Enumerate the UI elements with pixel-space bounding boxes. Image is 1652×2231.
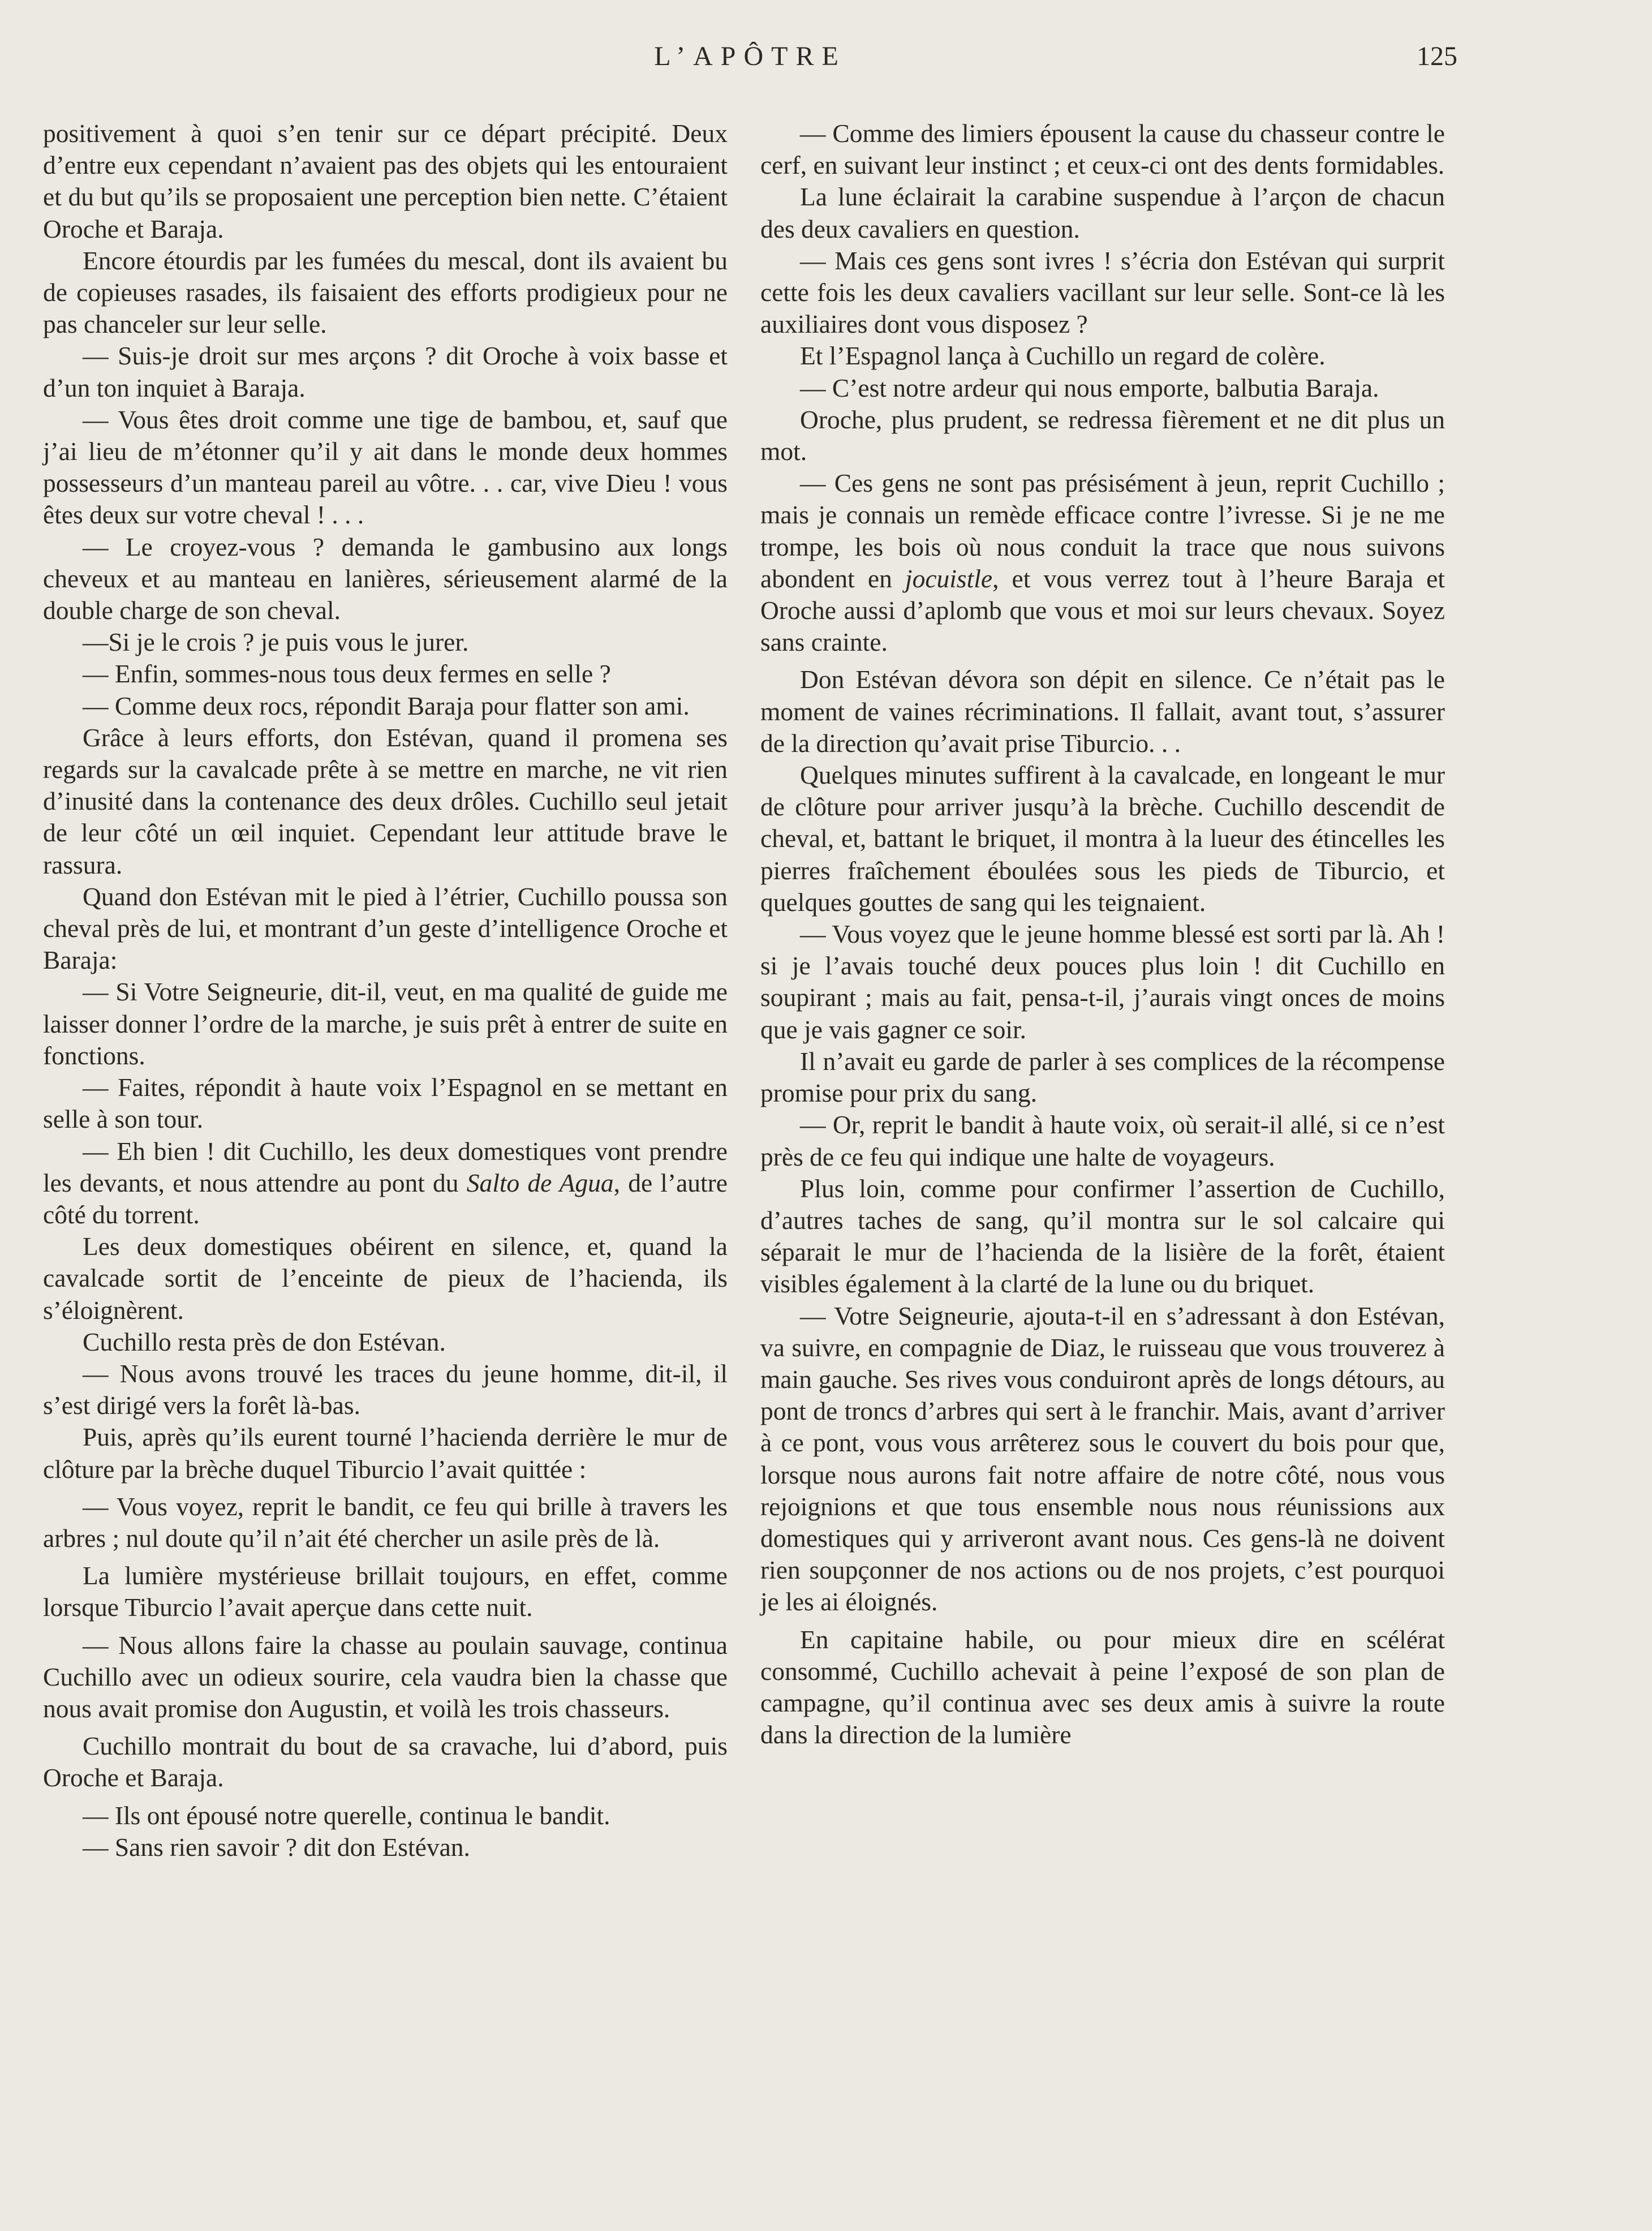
text-run: — Eh bien ! dit Cuchillo, les deux domestiques vont prendre les devants, et nous attendre au pont du bbox=[43, 1136, 728, 1197]
paragraph: Cuchillo resta près de don Estévan. bbox=[83, 1327, 446, 1356]
page-number: 125 bbox=[1417, 41, 1457, 71]
paragraph: Il n’avait eu garde de parler à ses complices de la récompense promise pour prix du sang. bbox=[760, 1046, 1445, 1108]
paragraph-with-italic bbox=[43, 1136, 728, 1231]
paragraph: — Comme deux rocs, répondit Baraja pour flatter son ami. bbox=[83, 691, 690, 720]
paragraph: — Votre Seigneurie, ajouta-t-il en s’adressant à don Estévan, va suivre, en compagnie de Diaz, le ruisseau que vous trouverez à main gauche. Ses rives vous conduiront après de longs détours, au pont de troncs d’arbres qui sert à le franchir. Mais, avant d’arriver à ce pont, vous vous arrêterez sous le couvert du bois pour que, lorsque nous aurons fait notre affaire de notre côté, nous vous rejoignions et que tous ensemble nous nous réunissions aux domestiques qui y arriveront avant nous. Ces gens-là ne doivent rien soupçonner de nos actions ou de nos projets, c’est pourquoi je les ai éloignés. bbox=[760, 1301, 1445, 1617]
italic-word: jocuistle bbox=[905, 564, 993, 593]
text-run: — Ces gens ne sont pas présisément à jeun, reprit Cuchillo ; mais je connais un remède efficace contre l’ivresse. Si je ne me trompe, les bois où nous conduit la trace que nous suivons abondent en bbox=[760, 468, 1445, 593]
page-header bbox=[43, 41, 1457, 86]
paragraph: Quand don Estévan mit le pied à l’étrier, Cuchillo poussa son cheval près de lui, et montrant d’un geste d’intelligence Oroche et Baraja: bbox=[43, 882, 728, 975]
right-column bbox=[760, 118, 1445, 1751]
paragraph: Puis, après qu’ils eurent tourné l’hacienda derrière le mur de clôture par la brèche duquel Tiburcio l’avait quittée : bbox=[43, 1422, 728, 1484]
paragraph: — Mais ces gens sont ivres ! s’écria don Estévan qui surprit cette fois les deux cavaliers vacillant sur leur selle. Sont-ce là les auxiliaires dont vous disposez ? bbox=[760, 246, 1445, 339]
paragraph: — Le croyez-vous ? demanda le gambusino aux longs cheveux et au manteau en lanières, sérieusement alarmé de la double charge de son cheval. bbox=[43, 532, 728, 625]
italic-place-name: Salto de Agua bbox=[466, 1168, 614, 1197]
paragraph: Et l’Espagnol lança à Cuchillo un regard de colère. bbox=[800, 341, 1326, 371]
paragraph: — Faites, répondit à haute voix l’Espagnol en se mettant en selle à son tour. bbox=[43, 1073, 728, 1134]
paragraph: —Si je le crois ? je puis vous le jurer. bbox=[83, 627, 469, 657]
paragraph: — Si Votre Seigneurie, dit-il, veut, en ma qualité de guide me laisser donner l’ordre de la marche, je suis prêt à entrer de suite en fonctions. bbox=[43, 977, 728, 1070]
paragraph: Les deux domestiques obéirent en silence, et, quand la cavalcade sortit de l’enceinte de pieux de l’hacienda, ils s’éloignèrent. bbox=[43, 1232, 728, 1325]
paragraph: — Nous avons trouvé les traces du jeune homme, dit-il, il s’est dirigé vers la forêt là-bas. bbox=[43, 1359, 728, 1420]
paragraph: — Enfin, sommes-nous tous deux fermes en selle ? bbox=[83, 659, 611, 689]
paragraph: — Or, reprit le bandit à haute voix, où serait-il allé, si ce n’est près de ce feu qui indique une halte de voyageurs. bbox=[760, 1110, 1445, 1171]
paragraph: — C’est notre ardeur qui nous emporte, balbutia Baraja. bbox=[800, 373, 1379, 402]
paragraph: — Comme des limiers épousent la cause du chasseur contre le cerf, en suivant leur instinct ; et ceux-ci ont des dents formidables. bbox=[760, 119, 1445, 180]
paragraph: — Suis-je droit sur mes arçons ? dit Oroche à voix basse et d’un ton inquiet à Baraja. bbox=[43, 341, 728, 402]
left-column bbox=[43, 118, 728, 1863]
paragraph: — Ils ont épousé notre querelle, continua le bandit. bbox=[83, 1800, 610, 1830]
paragraph: — Vous voyez, reprit le bandit, ce feu qui brille à travers les arbres ; nul doute qu’il n’ait été chercher un asile près de là. bbox=[43, 1491, 728, 1553]
text-run: , et vous verrez tout à l’heure Baraja et Oroche aussi d’aplomb que vous et moi sur leurs chevaux. Soyez sans crainte. bbox=[760, 564, 1445, 657]
paragraph: La lune éclairait la carabine suspendue à l’arçon de chacun des deux cavaliers en question. bbox=[760, 182, 1445, 243]
paragraph: — Vous voyez que le jeune homme blessé est sorti par là. Ah ! si je l’avais touché deux pouces plus loin ! dit Cuchillo en soupirant ; mais au fait, pensa-t-il, j’aurais vingt onces de moins que je vais gagner ce soir. bbox=[760, 919, 1445, 1044]
paragraph: Don Estévan dévora son dépit en silence. Ce n’était pas le moment de vaines récriminations. Il fallait, avant tout, s’assurer de la direction qu’avait prise Tiburcio. . . bbox=[760, 665, 1445, 758]
paragraph: — Sans rien savoir ? dit don Estévan. bbox=[83, 1832, 470, 1862]
paragraph: Oroche, plus prudent, se redressa fièrement et ne dit plus un mot. bbox=[760, 405, 1445, 466]
text-run: , de l’autre côté du torrent. bbox=[43, 1168, 728, 1229]
running-title: L’APÔTRE bbox=[654, 41, 846, 71]
paragraph: En capitaine habile, ou pour mieux dire en scélérat consommé, Cuchillo achevait à peine l’exposé de son plan de campagne, qu’il continua avec ses deux amis à suivre la route dans la direction de la lumière bbox=[760, 1624, 1445, 1749]
paragraph: Quelques minutes suffirent à la cavalcade, en longeant le mur de clôture pour arriver jusqu’à la brèche. Cuchillo descendit de cheval, et, battant le briquet, il montra à la lueur des étincelles les pierres fraîchement éboulées sous les pieds de Tiburcio, et quelques gouttes de sang qui les teignaient. bbox=[760, 760, 1445, 917]
paragraph-with-italic bbox=[760, 467, 1445, 658]
paragraph: Plus loin, comme pour confirmer l’assertion de Cuchillo, d’autres taches de sang, qu’il montra sur le sol calcaire qui séparait le mur de l’hacienda de la lisière de la forêt, étaient visibles également à la clarté de la lune ou du briquet. bbox=[760, 1173, 1445, 1299]
paragraph: La lumière mystérieuse brillait toujours, en effet, comme lorsque Tiburcio l’avait aperçue dans cette nuit. bbox=[43, 1561, 728, 1622]
paragraph: Encore étourdis par les fumées du mescal, dont ils avaient bu de copieuses rasades, ils faisaient des efforts prodigieux pour ne pas chanceler sur leur selle. bbox=[43, 246, 728, 339]
paragraph: — Nous allons faire la chasse au poulain sauvage, continua Cuchillo avec un odieux sourire, cela vaudra bien la chasse que nous avait promise don Augustin, et voilà les trois chasseurs. bbox=[43, 1630, 728, 1723]
paragraph: Grâce à leurs efforts, don Estévan, quand il promena ses regards sur la cavalcade prête à se mettre en marche, ne vit rien d’inusité dans la contenance des deux drôles. Cuchillo seul jetait de leur côté un œil inquiet. Cependant leur attitude brave le rassura. bbox=[43, 723, 728, 879]
paragraph: — Vous êtes droit comme une tige de bambou, et, sauf que j’ai lieu de m’étonner qu’il y ait dans le monde deux hommes possesseurs d’un manteau pareil au vôtre. . . car, vive Dieu ! vous êtes deux sur votre cheval ! . . . bbox=[43, 405, 728, 530]
paragraph: Cuchillo montrait du bout de sa cravache, lui d’abord, puis Oroche et Baraja. bbox=[43, 1731, 728, 1792]
paragraph: positivement à quoi s’en tenir sur ce départ précipité. Deux d’entre eux cependant n’avaient pas des objets qui les entouraient et du but qu’ils se proposaient une perception bien nette. C’étaient Oroche et Baraja. bbox=[43, 119, 728, 243]
